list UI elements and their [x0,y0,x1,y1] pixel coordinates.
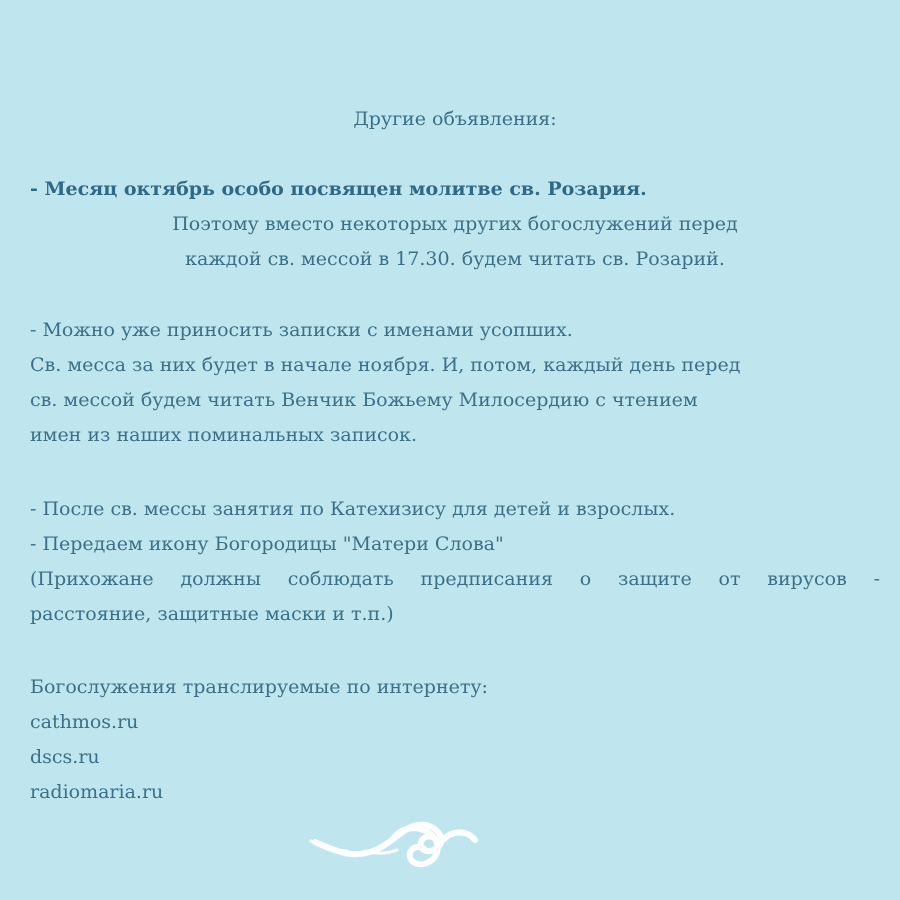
safety-note-line-1: (Прихожане должны соблюдать предписания о защите от вирусов - [30,568,880,590]
safety-note-line-2: расстояние, защитные маски и т.п.) [30,603,394,625]
announcement-document [30,0,880,900]
broadcast-link-dscs: dscs.ru [30,746,100,768]
rosary-note-line-1: Поэтому вместо некоторых других богослужений перед [172,213,738,235]
broadcast-link-radiomaria: radiomaria.ru [30,781,164,803]
memorial-notes-line-2: Св. месса за них будет в начале ноября. И, потом, каждый день перед [30,354,741,376]
broadcast-heading: Богослужения транслируемые по интернету: [30,676,488,698]
memorial-notes-line-3: св. мессой будем читать Венчик Божьему Милосердию с чтением [30,389,698,411]
memorial-notes-heading: - Можно уже приносить записки с именами усопших. [30,319,573,341]
rosary-note-line-2: каждой св. мессой в 17.30. будем читать св. Розарий. [185,248,725,270]
icon-transfer-note: - Передаем икону Богородицы "Матери Слова" [30,533,504,555]
catechism-note: - После св. мессы занятия по Катехизису для детей и взрослых. [30,498,676,520]
broadcast-link-cathmos: cathmos.ru [30,711,139,733]
flourish-divider-icon [305,815,485,875]
october-rosary-heading: - Месяц октябрь особо посвящен молитве св. Розария. [30,178,647,200]
memorial-notes-line-4: имен из наших поминальных записок. [30,424,418,446]
announcement-title: Другие объявления: [353,108,557,130]
